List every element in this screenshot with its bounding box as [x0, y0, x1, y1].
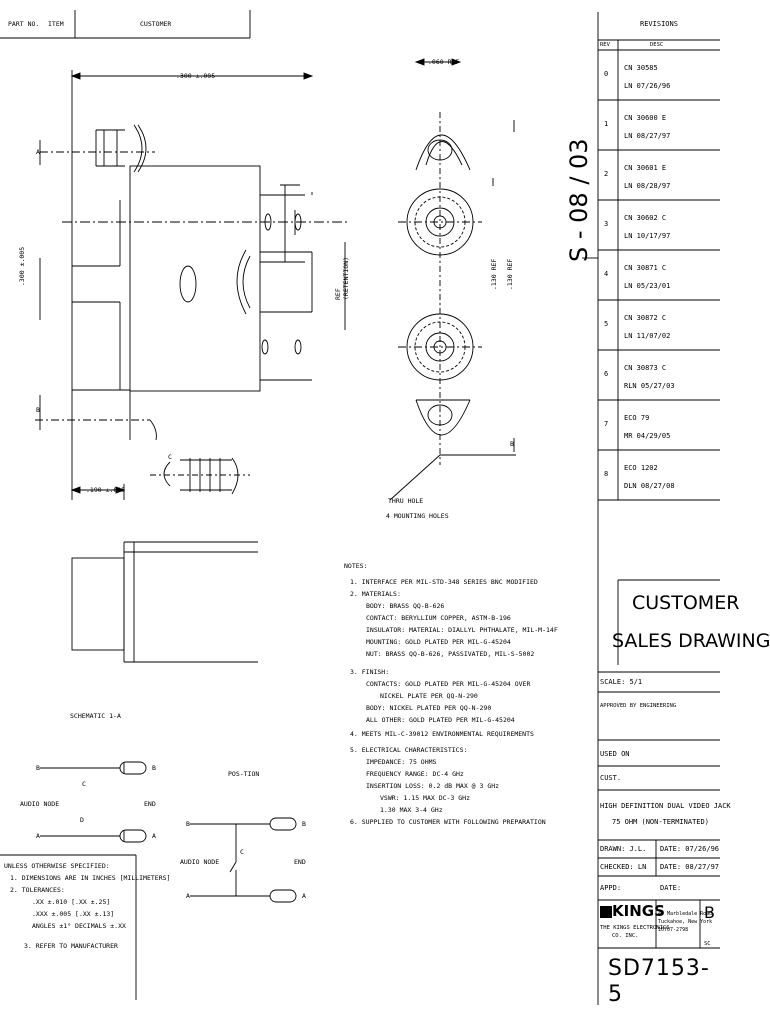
revision-row — [598, 450, 720, 500]
end-dim-side-b: .130 REF — [506, 258, 514, 290]
rev-line2: LN 07/26/96 — [624, 82, 671, 90]
notes-line: CONTACT: BERYLLIUM COPPER, ASTM-B-196 — [366, 614, 511, 622]
revision-row — [598, 250, 720, 300]
notes-line: IMPEDANCE: 75 OHMS — [366, 758, 437, 766]
schematic-1-label-top: B — [36, 764, 40, 772]
notes-line: INSULATOR: MATERIAL: DIALLYL PHTHALATE, MIL-M-14F — [366, 626, 558, 634]
schematic-2-label-mid: C — [240, 848, 244, 856]
rev-line1: CN 30585 — [624, 64, 658, 72]
notes-line: MOUNTING: GOLD PLATED PER MIL-G-45204 — [366, 638, 511, 646]
appd-field: APPD: — [600, 884, 622, 892]
description-line-1: HIGH DEFINITION DUAL VIDEO JACK — [600, 802, 731, 810]
main-dim-bottom: .190 ±.015 — [86, 486, 126, 494]
scale-field: SCALE: 5/1 — [600, 678, 643, 686]
rev-line2: DLN 08/27/08 — [624, 482, 675, 490]
checked-field: CHECKED: LN — [600, 863, 647, 871]
rev-number: 8 — [604, 470, 609, 478]
end-callout-1: THRU HOLE — [388, 497, 424, 505]
notes-line: NUT: BRASS QQ-B-626, PASSIVATED, MIL-S-5002 — [366, 650, 535, 658]
notes-title: NOTES: — [344, 562, 368, 570]
rev-number: 1 — [604, 120, 609, 128]
schematic-2-label-top-r: B — [302, 820, 306, 828]
header-item-label: ITEM — [48, 20, 64, 28]
approved-field: APPROVED BY ENGINEERING — [600, 703, 677, 709]
used-on-field: USED ON — [600, 750, 630, 758]
unless-line: .XXX ±.005 [.XX ±.13] — [32, 910, 115, 918]
company-sub-1: THE KINGS ELECTRONICS — [600, 925, 670, 931]
rev-line1: CN 30872 C — [624, 314, 667, 322]
schematic-1-label-left: AUDIO NODE — [20, 800, 60, 808]
notes-line: INSERTION LOSS: 0.2 dB MAX @ 3 GHz — [366, 782, 500, 790]
appd-date: DATE: — [660, 884, 682, 892]
notes-line: 4. MEETS MIL-C-39012 ENVIRONMENTAL REQUIREMENTS — [350, 730, 534, 738]
schematic-2-label-left: AUDIO NODE — [180, 858, 220, 866]
rev-number: 5 — [604, 320, 609, 328]
checked-date: DATE: 08/27/97 — [660, 863, 720, 871]
cust-field: CUST. — [600, 774, 622, 782]
main-label-c: C — [168, 453, 172, 461]
notes-line: NICKEL PLATE PER QQ-N-290 — [380, 692, 478, 700]
rev-line2: LN 11/07/02 — [624, 332, 671, 340]
revision-row — [598, 200, 720, 250]
rev-line2: LN 05/23/01 — [624, 282, 671, 290]
rev-line1: CN 30873 C — [624, 364, 667, 372]
main-label-a: A — [36, 148, 40, 156]
rev-number: 7 — [604, 420, 609, 428]
notes-line: ALL OTHER: GOLD PLATED PER MIL-G-45204 — [366, 716, 515, 724]
company-sub-2: CO. INC. — [612, 933, 639, 939]
schematic-2-label-top-l: B — [186, 820, 190, 828]
schematic-2-label-right: END — [294, 858, 306, 866]
rev-line2: MR 04/29/05 — [624, 432, 671, 440]
notes-line: 5. ELECTRICAL CHARACTERISTICS: — [350, 746, 468, 754]
rev-number: 3 — [604, 220, 609, 228]
rev-line1: ECO 1202 — [624, 464, 658, 472]
unless-line: UNLESS OTHERWISE SPECIFIED: — [4, 862, 110, 870]
schematic-2-label-bot-r: A — [302, 892, 306, 900]
address-line-2: Tuckahoe, New York — [658, 919, 713, 925]
notes-line: CONTACTS: GOLD PLATED PER MIL-G-45204 OVER — [366, 680, 531, 688]
schematic-1-label-right: END — [144, 800, 156, 808]
unless-line: .XX ±.010 [.XX ±.25] — [32, 898, 111, 906]
main-dim-side: .300 ±.005 — [18, 246, 26, 286]
company-name: KINGS — [612, 902, 665, 920]
drawing-number: SD7153-5 — [608, 956, 710, 1007]
rev-line1: ECO 79 — [624, 414, 650, 422]
notes-line: 2. MATERIALS: — [350, 590, 401, 598]
schematic-1-label-d: D — [80, 816, 84, 824]
schematic-1-label-bottom-r: A — [152, 832, 156, 840]
revision-row — [598, 150, 720, 200]
main-dim-top: .300 ±.005 — [176, 72, 216, 80]
rev-number: 4 — [604, 270, 609, 278]
schematic-2-label-bot-l: A — [186, 892, 190, 900]
sheet-mark: SC — [704, 941, 711, 947]
schematic-1-title: SCHEMATIC 1-A — [70, 712, 121, 720]
revision-row — [598, 350, 720, 400]
sales-drawing-title: SALES DRAWING — [612, 630, 770, 652]
schematic-1-label-c: C — [82, 780, 86, 788]
rev-line2: LN 08/27/97 — [624, 132, 671, 140]
rev-number: 2 — [604, 170, 609, 178]
end-dim-top: .060 REF — [428, 58, 460, 66]
rev-line2: LN 10/17/97 — [624, 232, 671, 240]
revision-stamp: S - 08 / 03 — [565, 138, 593, 262]
unless-line: 3. REFER TO MANUFACTURER — [24, 942, 118, 950]
notes-line: 6. SUPPLIED TO CUSTOMER WITH FOLLOWING PREPARATION — [350, 818, 546, 826]
notes-line: 1. INTERFACE PER MIL-STD-348 SERIES BNC MODIFIED — [350, 578, 538, 586]
end-dim-side-a: .130 REF — [490, 258, 498, 290]
rev-col-1: REV — [600, 42, 610, 48]
rev-number: 0 — [604, 70, 609, 78]
rev-line1: CN 30601 E — [624, 164, 667, 172]
notes-line: 1.30 MAX 3-4 GHz — [380, 806, 443, 814]
drawn-field: DRAWN: J.L. — [600, 845, 647, 853]
address-line-1: 40 Marbledale Road — [658, 911, 713, 917]
rev-number: 6 — [604, 370, 609, 378]
end-label-b: B — [510, 440, 514, 448]
customer-title: CUSTOMER — [632, 592, 740, 614]
notes-line: BODY: BRASS QQ-B-626 — [366, 602, 445, 610]
kings-logo-icon — [600, 906, 612, 918]
rev-header: REVISIONS — [640, 20, 678, 28]
schematic-1-label-top-r: B — [152, 764, 156, 772]
rev-line1: CN 30600 E — [624, 114, 667, 122]
schematic-2-title: POS-TION — [228, 770, 260, 778]
description-line-2: 75 OHM (NON-TERMINATED) — [612, 818, 709, 826]
header-customer-label: CUSTOMER — [140, 20, 172, 28]
rev-line2: LN 08/28/97 — [624, 182, 671, 190]
revision-list — [598, 50, 720, 500]
rev-col-2: DESC — [650, 42, 664, 48]
end-dim-mid: REF (RETENTION) — [334, 256, 350, 300]
address-line-3: 10707-2798 — [658, 927, 689, 933]
rev-line2: RLN 05/27/03 — [624, 382, 675, 390]
notes-line: VSWR: 1.15 MAX DC-3 GHz — [380, 794, 471, 802]
end-callout-2: 4 MOUNTING HOLES — [386, 512, 449, 520]
schematic-1-label-bottom: A — [36, 832, 40, 840]
unless-line: 1. DIMENSIONS ARE IN INCHES [MILLIMETERS] — [10, 874, 171, 882]
rev-line1: CN 30871 C — [624, 264, 667, 272]
main-label-b: B — [36, 406, 40, 414]
revision-row — [598, 300, 720, 350]
drawn-date: DATE: 07/26/96 — [660, 845, 720, 853]
notes-line: BODY: NICKEL PLATED PER QQ-N-290 — [366, 704, 492, 712]
rev-line1: CN 30602 C — [624, 214, 667, 222]
notes-line: FREQUENCY RANGE: DC-4 GHz — [366, 770, 464, 778]
sheet-letter: B — [704, 903, 715, 922]
unless-line: 2. TOLERANCES: — [10, 886, 65, 894]
header-part-label: PART NO. — [8, 20, 40, 28]
revision-row — [598, 400, 720, 450]
unless-line: ANGLES ±1° DECIMALS ±.XX — [32, 922, 126, 930]
notes-line: 3. FINISH: — [350, 668, 390, 676]
revision-row — [598, 100, 720, 150]
revision-row — [598, 50, 720, 100]
